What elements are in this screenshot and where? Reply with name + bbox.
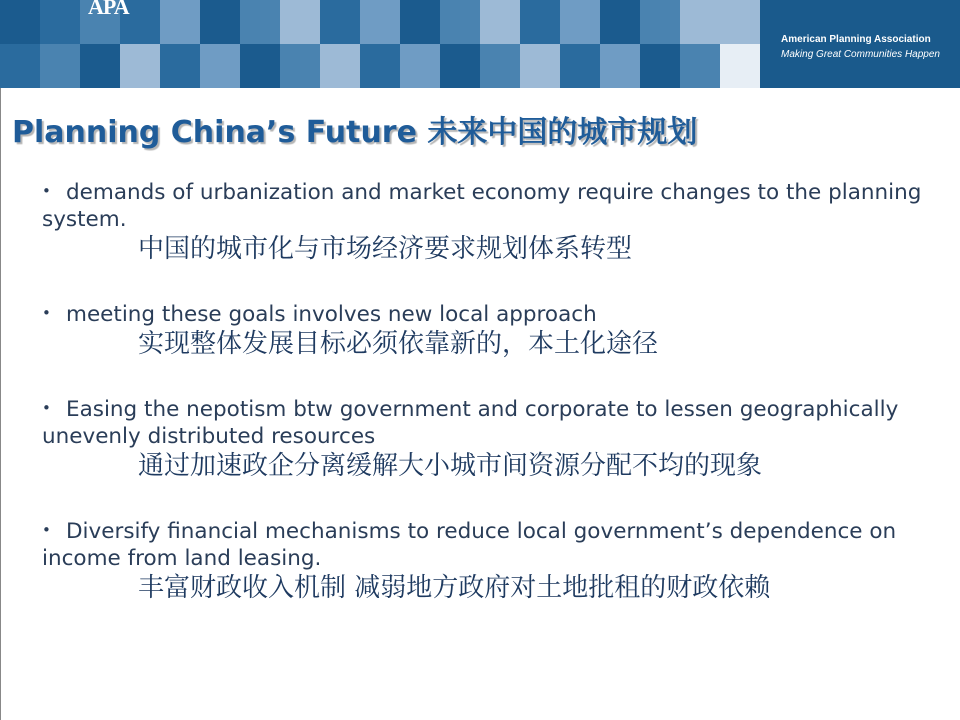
bullet-text-zh: 实现整体发展目标必须依靠新的，本土化途径	[138, 329, 659, 359]
mosaic-tile	[680, 44, 720, 88]
bullet-text-zh: 中国的城市化与市场经济要求规划体系转型	[138, 234, 633, 264]
header-banner	[0, 0, 960, 88]
mosaic-tile	[560, 44, 600, 88]
bullet-dot: •	[42, 182, 51, 200]
bullet-item	[42, 300, 932, 395]
mosaic-tile	[160, 0, 200, 44]
bullet-text-en: • meeting these goals involves new local approach	[42, 302, 597, 327]
mosaic-tile	[40, 44, 80, 88]
mosaic-tile	[200, 0, 240, 44]
bullet-dot: •	[42, 521, 51, 539]
mosaic-tile	[440, 0, 480, 44]
mosaic-tile	[600, 44, 640, 88]
mosaic-tile	[240, 0, 280, 44]
mosaic-tile	[120, 44, 160, 88]
mosaic-tile	[520, 0, 560, 44]
bullet-text-en: • Diversify financial mechanisms to reduce local government’s dependence on income from land leasing.	[42, 519, 897, 571]
bullet-text-en: • demands of urbanization and market economy require changes to the planning system.	[42, 180, 922, 232]
org-block	[781, 34, 940, 60]
bullet-dot: •	[42, 399, 51, 417]
mosaic-tile	[400, 44, 440, 88]
slide-title: Planning China’s Future 未来中国的城市规划	[12, 115, 698, 150]
mosaic-tile	[160, 44, 200, 88]
mosaic-tile	[720, 0, 760, 44]
mosaic-tile	[520, 44, 560, 88]
mosaic-tile	[720, 44, 760, 88]
bullet-item	[42, 395, 932, 517]
mosaic-tile	[40, 0, 80, 44]
mosaic-tile	[440, 44, 480, 88]
mosaic-tile	[320, 0, 360, 44]
mosaic-tile	[400, 0, 440, 44]
org-tagline: Making Great Communities Happen	[781, 49, 940, 60]
mosaic-tile	[200, 44, 240, 88]
mosaic-tile	[320, 44, 360, 88]
left-border	[0, 88, 1, 720]
org-name: American Planning Association	[781, 34, 931, 45]
bullet-item	[42, 517, 932, 604]
mosaic-tile	[360, 44, 400, 88]
bullet-list	[42, 178, 932, 604]
mosaic-tile	[240, 44, 280, 88]
mosaic-tile	[480, 0, 520, 44]
mosaic-tile	[680, 0, 720, 44]
bullet-text-zh: 丰富财政收入机制 减弱地方政府对土地批租的财政依赖	[138, 573, 771, 603]
mosaic-tile	[640, 44, 680, 88]
mosaic-tile	[480, 44, 520, 88]
mosaic-tile	[80, 44, 120, 88]
bullet-text-en: • Easing the nepotism btw government and corporate to lessen geographically unevenly distributed resources	[42, 397, 899, 449]
bullet-text-zh: 通过加速政企分离缓解大小城市间资源分配不均的现象	[138, 451, 763, 481]
mosaic-tile	[560, 0, 600, 44]
bullet-dot: •	[42, 304, 51, 322]
mosaic-tile	[280, 0, 320, 44]
mosaic-tile	[360, 0, 400, 44]
mosaic-tile	[600, 0, 640, 44]
mosaic-tile	[0, 0, 40, 44]
mosaic-tile	[640, 0, 680, 44]
mosaic-tile	[280, 44, 320, 88]
mosaic-tile	[0, 44, 40, 88]
apa-logo: APA	[88, 0, 129, 19]
bullet-item	[42, 178, 932, 300]
